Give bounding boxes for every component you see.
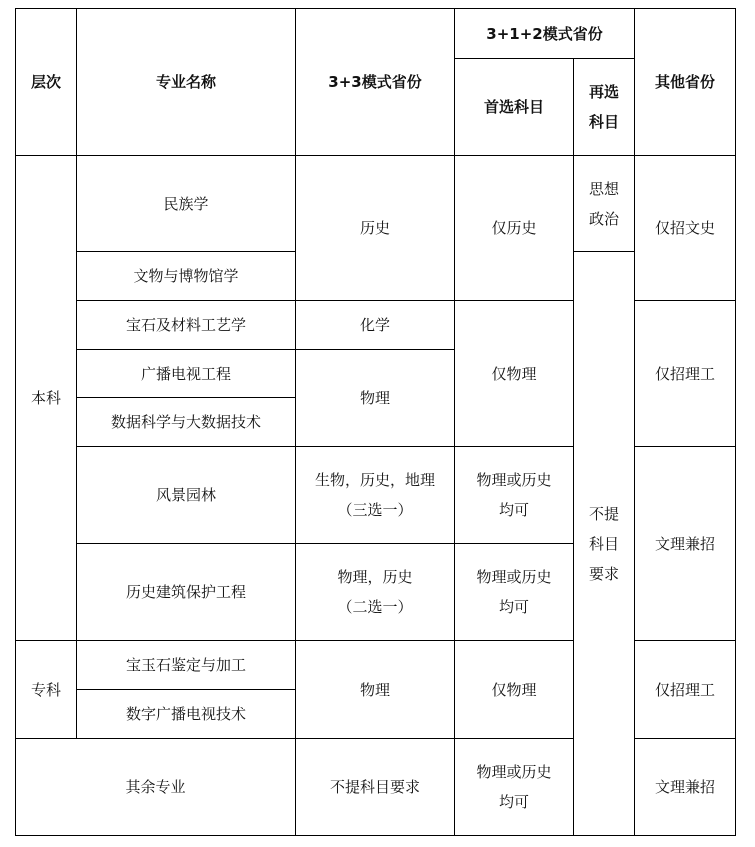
major-cultural-relics-museology: 文物与博物馆学 (77, 252, 296, 301)
major-data-science: 数据科学与大数据技术 (77, 398, 296, 447)
header-mode-3-3: 3+3模式省份 (296, 9, 455, 156)
reselect-none-line-2: 科目 (589, 534, 620, 553)
reselect-no-requirement (574, 252, 635, 836)
first-physics-or-history-2 (455, 544, 574, 641)
mode33-physics-junior: 物理 (296, 641, 455, 739)
mode33-chemistry: 化学 (296, 301, 455, 350)
subject-requirements-table (15, 8, 736, 836)
reselect-none-line-1: 不提 (589, 504, 620, 523)
header-major-name: 专业名称 (77, 9, 296, 156)
header-other-provinces: 其他省份 (635, 9, 736, 156)
reselect-none-line-3: 要求 (589, 564, 620, 583)
reselect-politics-line-2: 政治 (589, 209, 620, 228)
major-historic-building-protection: 历史建筑保护工程 (77, 544, 296, 641)
either-line-2: 均可 (498, 501, 529, 519)
either-line-1: 物理或历史 (476, 471, 552, 489)
level-junior-college: 专科 (16, 641, 77, 739)
reselect-politics (574, 156, 635, 252)
header-reselect-line-2: 科目 (589, 113, 620, 131)
header-reselect-line-1: 再选 (589, 83, 620, 101)
pick-one-line-2: （三选一） (337, 501, 413, 519)
major-ethnology: 民族学 (77, 156, 296, 252)
major-broadcast-tv-engineering: 广播电视工程 (77, 350, 296, 398)
pick-one-line-1: 生物，历史，地理 (314, 471, 435, 489)
mode33-pick-one-of-two (296, 544, 455, 641)
other-liberal-only: 仅招文史 (635, 156, 736, 301)
first-history-only: 仅历史 (455, 156, 574, 301)
mode33-physics: 物理 (296, 350, 455, 447)
either-3-line-2: 均可 (498, 793, 529, 811)
reselect-politics-line-1: 思想 (589, 179, 620, 198)
mode33-no-requirement: 不提科目要求 (296, 739, 455, 836)
level-undergraduate: 本科 (16, 156, 77, 641)
pick-two-line-1: 物理，历史 (337, 568, 413, 586)
major-jade-appraisal: 宝玉石鉴定与加工 (77, 641, 296, 690)
header-level: 层次 (16, 9, 77, 156)
major-gem-materials: 宝石及材料工艺学 (77, 301, 296, 350)
either-2-line-2: 均可 (498, 598, 529, 616)
other-both-2: 文理兼招 (635, 739, 736, 836)
other-science-only: 仅招理工 (635, 301, 736, 447)
major-other-majors: 其余专业 (16, 739, 296, 836)
major-landscape-architecture: 风景园林 (77, 447, 296, 544)
other-both: 文理兼招 (635, 447, 736, 641)
first-physics-or-history (455, 447, 574, 544)
header-reselect-subject (574, 59, 635, 156)
pick-two-line-2: （二选一） (337, 598, 413, 616)
mode33-pick-one-of-three (296, 447, 455, 544)
header-first-subject: 首选科目 (455, 59, 574, 156)
either-2-line-1: 物理或历史 (476, 568, 552, 586)
either-3-line-1: 物理或历史 (476, 763, 552, 781)
header-mode-3-1-2: 3+1+2模式省份 (455, 9, 635, 59)
first-physics-only: 仅物理 (455, 301, 574, 447)
first-physics-only-junior: 仅物理 (455, 641, 574, 739)
other-science-only-junior: 仅招理工 (635, 641, 736, 739)
major-digital-broadcast-tv: 数字广播电视技术 (77, 690, 296, 739)
first-physics-or-history-3 (455, 739, 574, 836)
mode33-history: 历史 (296, 156, 455, 301)
